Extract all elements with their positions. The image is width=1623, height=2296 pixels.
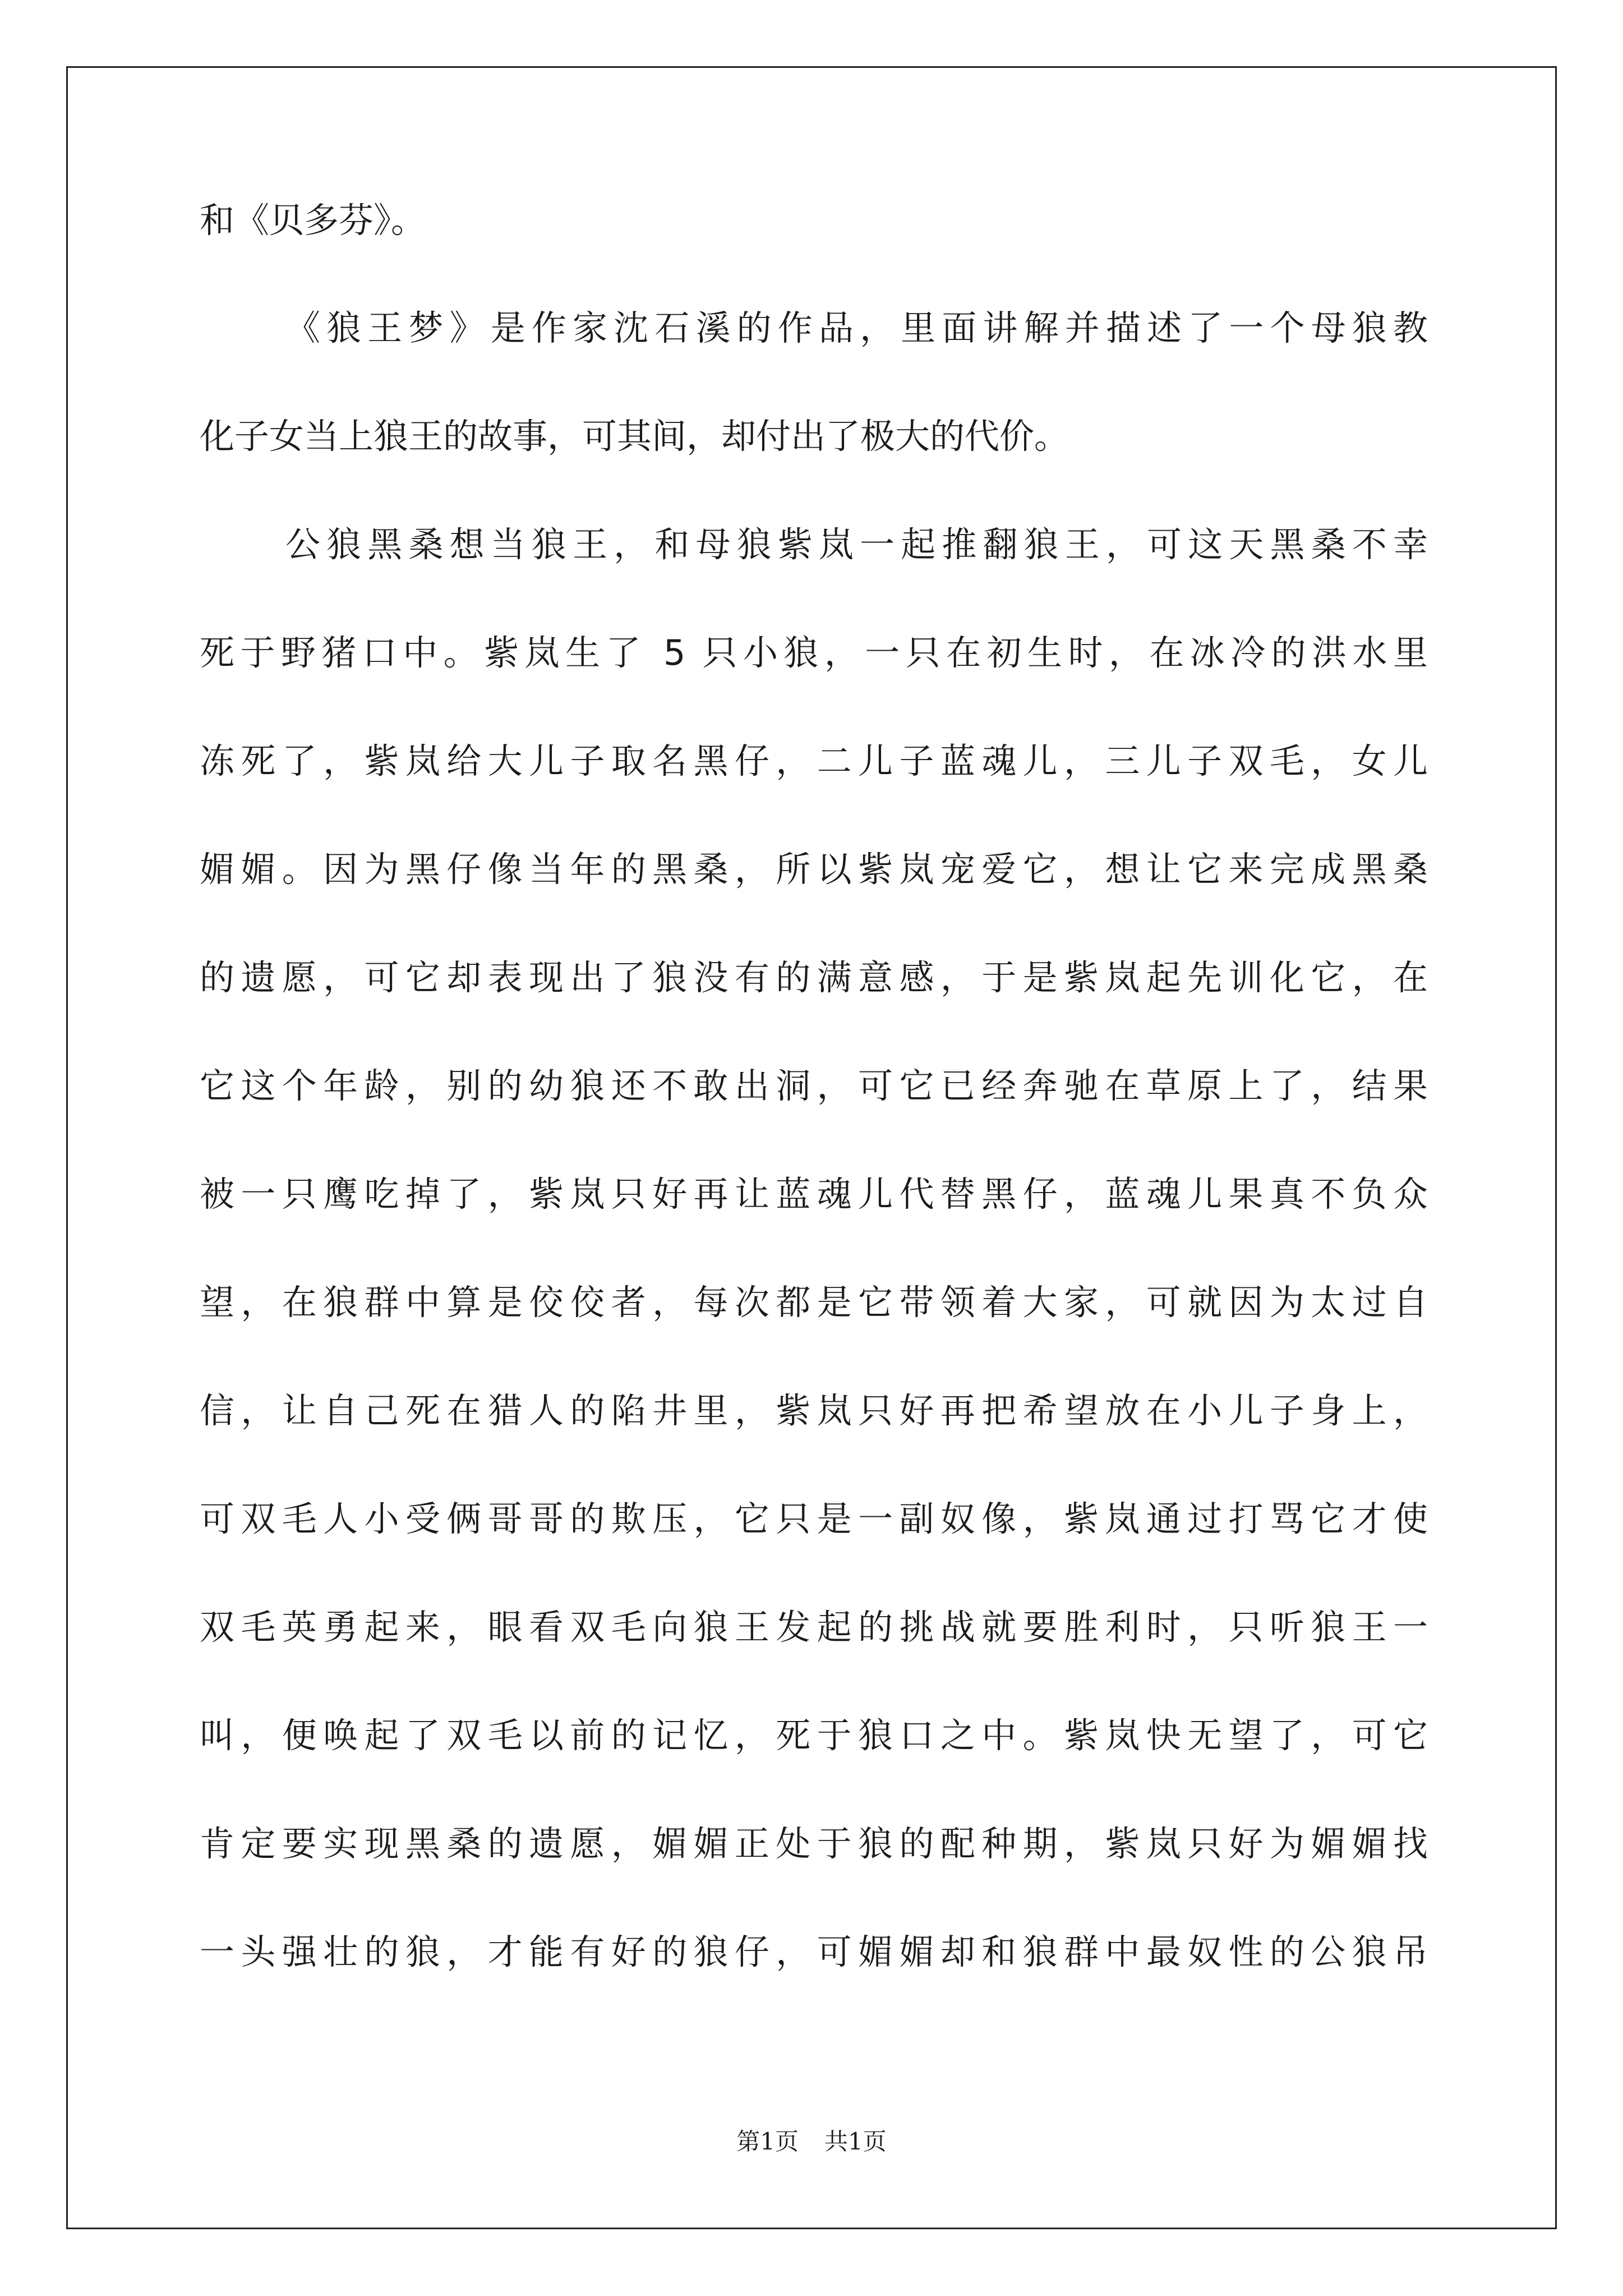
text-line: 化子女当上狼王的故事，可其间，却付出了极大的代价。 bbox=[200, 416, 1069, 457]
text-line: 死于野猪口中。紫岚生了 5 只小狼，一只在初生时，在冰冷的洪水里 bbox=[200, 632, 1428, 673]
page-number: 第1页 bbox=[736, 2128, 799, 2155]
text-line: 被一只鹰吃掉了，紫岚只好再让蓝魂儿代替黑仔，蓝魂儿果真不负众 bbox=[200, 1174, 1428, 1214]
text-line: 的遗愿，可它却表现出了狼没有的满意感，于是紫岚起先训化它，在 bbox=[200, 957, 1428, 998]
text-line: 一头强壮的狼，才能有好的狼仔，可媚媚却和狼群中最奴性的公狼吊 bbox=[200, 1931, 1428, 1972]
text-line: 肯定要实现黑桑的遗愿，媚媚正处于狼的配种期，紫岚只好为媚媚找 bbox=[200, 1823, 1428, 1864]
paragraph-start-line: 《狼王梦》是作家沈石溪的作品，里面讲解并描述了一个母狼教 bbox=[285, 307, 1428, 348]
text-line: 冻死了，紫岚给大儿子取名黑仔，二儿子蓝魂儿，三儿子双毛，女儿 bbox=[200, 740, 1428, 781]
page-footer bbox=[0, 2123, 1623, 2157]
page-border bbox=[66, 66, 1557, 2229]
text-line: 双毛英勇起来，眼看双毛向狼王发起的挑战就要胜利时，只听狼王一 bbox=[200, 1607, 1428, 1648]
paragraph-start-line: 公狼黑桑想当狼王，和母狼紫岚一起推翻狼王，可这天黑桑不幸 bbox=[285, 524, 1428, 565]
text-line: 信，让自己死在猎人的陷井里，紫岚只好再把希望放在小儿子身上， bbox=[200, 1390, 1428, 1431]
text-line: 望，在狼群中算是佼佼者，每次都是它带领着大家，可就因为太过自 bbox=[200, 1282, 1428, 1323]
text-line: 它这个年龄，别的幼狼还不敢出洞，可它已经奔驰在草原上了，结果 bbox=[200, 1065, 1428, 1106]
text-line: 可双毛人小受俩哥哥的欺压，它只是一副奴像，紫岚通过打骂它才使 bbox=[200, 1498, 1428, 1539]
text-line: 媚媚。因为黑仔像当年的黑桑，所以紫岚宠爱它，想让它来完成黑桑 bbox=[200, 849, 1428, 890]
page-total: 共1页 bbox=[824, 2128, 887, 2155]
text-line: 叫，便唤起了双毛以前的记忆，死于狼口之中。紫岚快无望了，可它 bbox=[200, 1715, 1428, 1756]
text-line: 和《贝多芬》。 bbox=[200, 200, 426, 241]
